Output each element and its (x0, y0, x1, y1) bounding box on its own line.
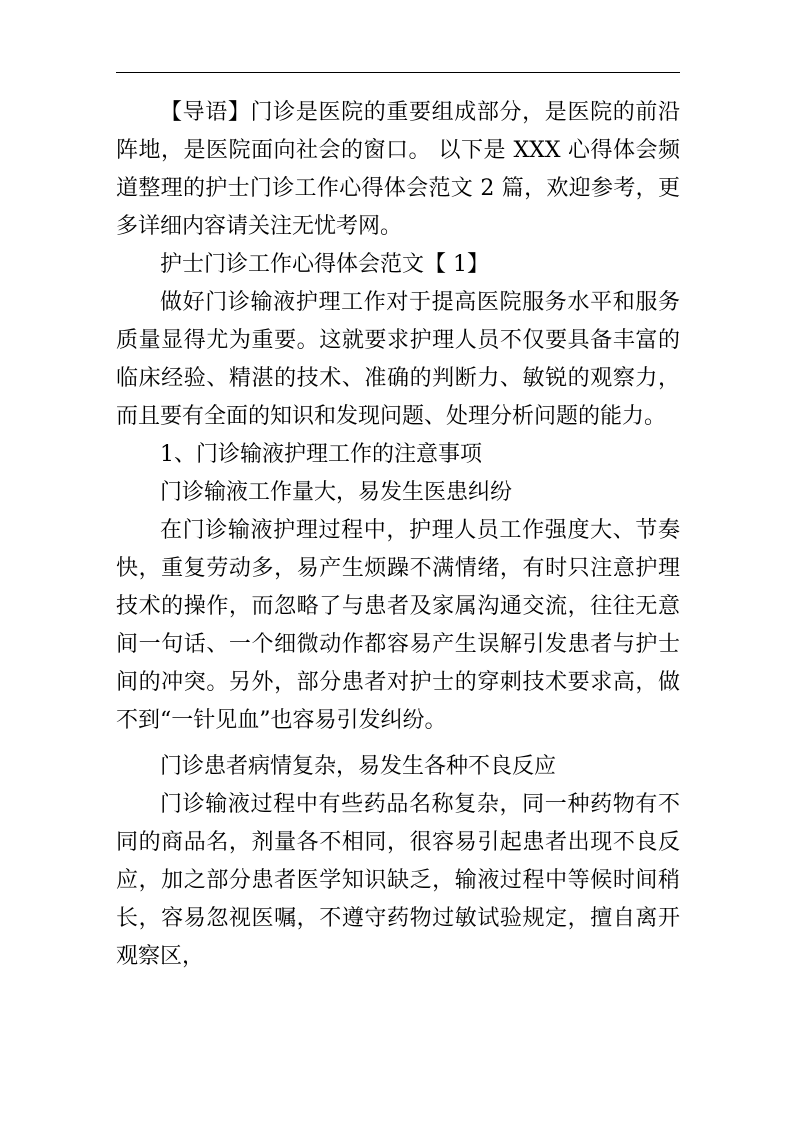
section-heading: 1、门诊输液护理工作的注意事项 (160, 442, 482, 467)
body-paragraph: 在门诊输液护理过程中，护理人员工作强度大、节奏快，重复劳动多，易产生烦躁不满情绪，有时只注意护理技术的操作，而忽略了与患者及家属沟通交流，往往无意间一句话、一个细微动作都容易产生误解引发患者与护士间的冲突。另外，部分患者对护士的穿刺技术要求高，做不到“一针见血”也容易引发纠纷。 (116, 518, 680, 733)
body-paragraph: 做好门诊输液护理工作对于提高医院服务水平和服务质量显得尤为重要。这就要求护理人员不仅要具备丰富的临床经验、精湛的技术、准确的判断力、敏锐的观察力，而且要有全面的知识和发现问题、处理分析问题的能力。 (116, 290, 680, 429)
header-rule (116, 72, 680, 73)
paragraph-gap (116, 740, 680, 748)
intro-paragraph: 【导语】门诊是医院的重要组成部分，是医院的前沿阵地，是医院面向社会的窗口。 以下是 XXX 心得体会频道整理的护士门诊工作心得体会范文 2 篇，欢迎参考，更多详细内容请关注无忧考网。 (116, 100, 680, 239)
document-body (116, 94, 680, 976)
subsection-heading: 门诊输液工作量大，易发生医患纠纷 (160, 480, 513, 505)
body-paragraph: 门诊输液过程中有些药品名称复杂，同一种药物有不同的商品名，剂量各不相同，很容易引起患者出现不良反应，加之部分患者医学知识缺乏，输液过程中等候时间稍长，容易忽视医嘱，不遵守药物过敏试验规定，擅自离开观察区， (116, 792, 680, 969)
sample-title: 护士门诊工作心得体会范文【 1】 (160, 252, 489, 277)
subsection-heading: 门诊患者病情复杂，易发生各种不良反应 (160, 754, 557, 779)
